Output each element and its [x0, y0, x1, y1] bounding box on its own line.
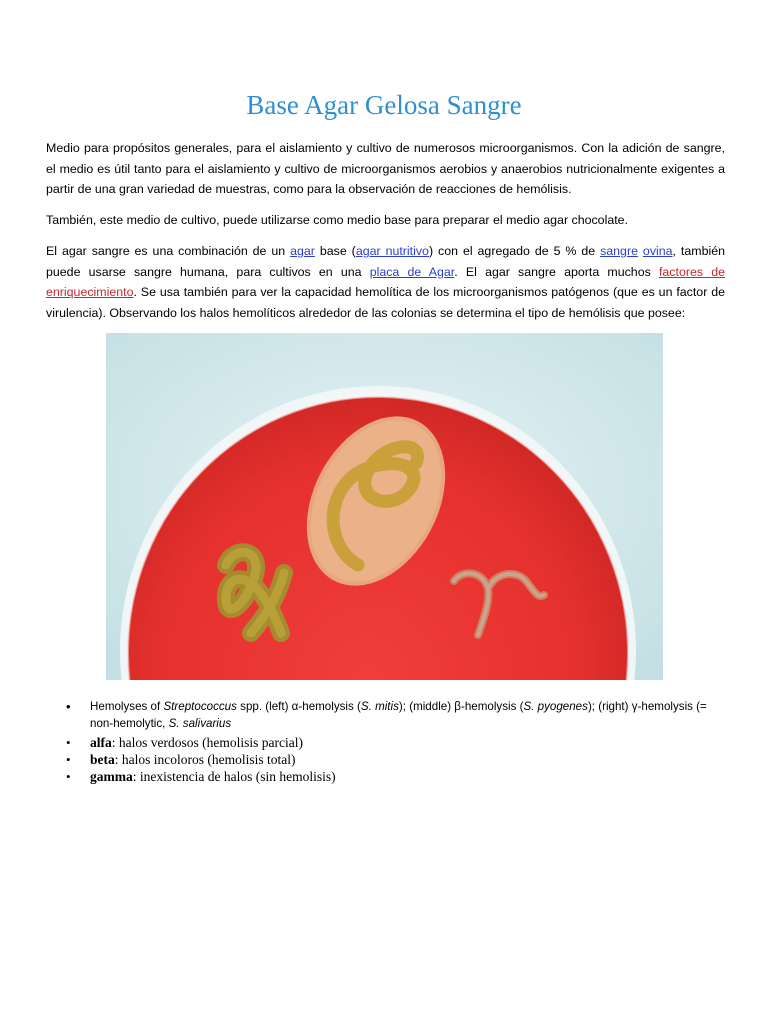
page-title: Base Agar Gelosa Sangre: [246, 90, 522, 120]
text-span: El agar sangre es una combinación de un: [46, 244, 291, 258]
caption-italic: Streptococcus: [163, 700, 237, 713]
caption-text: ); (right) γ-hemolysis (= non-hemolytic,: [90, 700, 707, 730]
text-span: , también puede usarse sangre humana, para cultivos en una: [46, 244, 726, 279]
text-span: ) con el agregado de 5 % de: [428, 244, 601, 258]
hemolysis-list: [66, 698, 726, 785]
hemolysis-term: alfa: [90, 735, 112, 750]
blood-agar-paragraph: [46, 241, 725, 323]
hemolysis-desc: : halos incoloros (hemolisis total): [114, 752, 296, 767]
placa-de-agar-link[interactable]: placa de Agar: [369, 264, 455, 279]
list-item: [66, 698, 726, 732]
caption-italic: S. pyogenes: [523, 700, 588, 713]
intro-paragraph: Medio para propósitos generales, para el aislamiento y cultivo de numerosos microorganismos. Con la adición de sangre, el medio es útil tanto para el aislamiento y cultivo de microorganismos aerobios y anaerobios nutricionalmente exigentes a partir de una gran variedad de muestras, como para la observación de reacciones de hemólisis.: [46, 141, 725, 196]
text-span: base (: [314, 244, 356, 258]
petri-dish-image: [106, 333, 663, 680]
blood-agar-plate-photo: [106, 333, 663, 680]
text-span: . El agar sangre aporta muchos: [454, 264, 659, 279]
factores-link[interactable]: factores de enriquecimiento: [46, 264, 725, 299]
caption-italic: S. mitis: [360, 700, 399, 713]
caption-text: Hemolyses of: [90, 700, 164, 713]
caption-text: spp. (left) α-hemolysis (: [236, 700, 361, 713]
hemolysis-term: beta: [90, 752, 115, 767]
list-item: [66, 751, 726, 768]
ovina-link[interactable]: ovina: [642, 244, 673, 258]
hemolysis-desc: : halos verdosos (hemolisis parcial): [111, 735, 303, 750]
caption-text: ); (middle) β-hemolysis (: [398, 700, 524, 713]
chocolate-paragraph: También, este medio de cultivo, puede utilizarse como medio base para preparar el medio agar chocolate.: [46, 213, 628, 227]
hemolysis-desc: : inexistencia de halos (sin hemolisis): [132, 769, 336, 784]
hemolysis-term: gamma: [90, 769, 133, 784]
agar-nutritivo-link[interactable]: agar nutritivo: [355, 244, 429, 258]
agar-link[interactable]: agar: [290, 244, 315, 258]
caption-italic: S. salivarius: [168, 717, 232, 730]
list-item: [66, 734, 726, 751]
text-span: . Se usa también para ver la capacidad hemolítica de los microorganismos patógenos (que es un factor de virulencia). Observando los halos hemolíticos alrededor de las colonias se determina el tipo de hemólisis que posee:: [46, 285, 725, 320]
list-item: [66, 768, 726, 785]
sangre-link[interactable]: sangre: [600, 244, 638, 258]
